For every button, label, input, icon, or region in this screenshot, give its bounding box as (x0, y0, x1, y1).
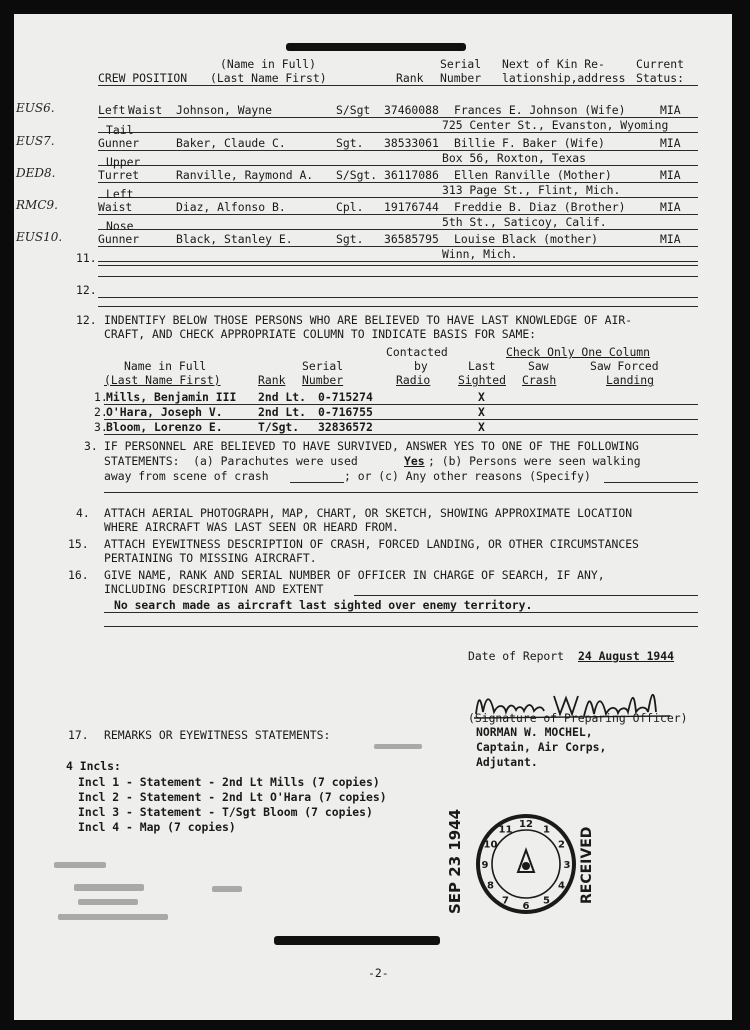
person-serial: 32836572 (318, 420, 373, 434)
date-of-report-label: Date of Report (468, 649, 565, 663)
dial-number: 4 (558, 880, 565, 892)
crew-rank: Cpl. (336, 200, 364, 214)
item16-line1: GIVE NAME, RANK AND SERIAL NUMBER OF OFFICER IN CHARGE OF SEARCH, IF ANY, (104, 568, 605, 582)
crew-position-top: Tail (106, 123, 134, 137)
item12-landing: Landing (606, 373, 655, 387)
blank-row-11-line2 (98, 276, 698, 277)
received-stamp-dial (474, 812, 578, 916)
crew-margin-note: EUS10. (16, 230, 63, 244)
item16-answer: No search made as aircraft last sighted over enemy territory. (114, 598, 533, 612)
item17-num: 17. (68, 728, 89, 742)
smudge-2 (74, 884, 144, 891)
enclosure-item: Incl 2 - Statement - 2nd Lt O'Hara (7 copies) (78, 790, 387, 804)
header-serial: Serial (440, 57, 482, 71)
blank-row-12-num: 12. (76, 283, 97, 297)
bottom-redaction (274, 936, 440, 945)
crew-next-of-kin: Freddie B. Diaz (Brother) (454, 200, 626, 214)
header-next-of-kin: Next of Kin Re- (502, 57, 605, 71)
crew-name: Black, Stanley E. (176, 232, 293, 246)
officer-title: Adjutant. (476, 755, 538, 769)
crew-position-top: Left (106, 187, 134, 201)
item16-num: 16. (68, 568, 89, 582)
item16-answer-line (104, 612, 698, 613)
crew-row-line (98, 150, 698, 151)
item12-by: by (414, 359, 428, 373)
item12-name-in-full: Name in Full (124, 359, 207, 373)
crew-position-top: Upper (106, 155, 141, 169)
header-status: Status: (636, 71, 685, 85)
crew-rank: S/Sgt. (336, 168, 378, 182)
crew-rank: Sgt. (336, 232, 364, 246)
person-rank: T/Sgt. (258, 420, 300, 434)
item13-line-extra (104, 492, 698, 493)
person-rank: 2nd Lt. (258, 390, 307, 404)
crew-name: Baker, Claude C. (176, 136, 286, 150)
crew-row-line (98, 214, 698, 215)
crew-address: 5th St., Saticoy, Calif. (442, 215, 607, 229)
item14-line2: WHERE AIRCRAFT WAS LAST SEEN OR HEARD FROM. (104, 520, 399, 534)
crew-serial: 37460088 (384, 103, 439, 117)
person-last-sighted-mark: X (478, 405, 485, 419)
crew-position-2: Waist (128, 103, 163, 117)
item12-last: Last (468, 359, 496, 373)
crew-address-line (98, 229, 698, 230)
crew-position: Waist (98, 200, 133, 214)
signature-caption: (Signature of Preparing Officer) (468, 711, 688, 725)
item12-num: 12. (76, 313, 97, 327)
person-last-sighted-mark: X (478, 390, 485, 404)
smudge-5 (58, 914, 168, 920)
crew-name: Ranville, Raymond A. (176, 168, 314, 182)
item15-line1: ATTACH EYEWITNESS DESCRIPTION OF CRASH, FORCED LANDING, OR OTHER CIRCUMSTANCES (104, 537, 639, 551)
stamp-received: RECEIVED (579, 826, 595, 904)
person-num: 3. (94, 420, 108, 434)
item12-last-name-first: (Last Name First) (104, 373, 221, 387)
smudge-1 (54, 862, 106, 868)
crew-address-line (98, 132, 698, 133)
header-current: Current (636, 57, 685, 71)
header-underline (98, 85, 698, 86)
crew-rank: Sgt. (336, 136, 364, 150)
person-num: 2. (94, 405, 108, 419)
dial-number: 6 (522, 901, 530, 912)
dial-number: 1 (543, 824, 550, 836)
item12-saw: Saw (528, 359, 549, 373)
smudge-3 (212, 886, 242, 892)
enclosure-item: Incl 4 - Map (7 copies) (78, 820, 236, 834)
person-rank: 2nd Lt. (258, 405, 307, 419)
header-number: Number (440, 71, 482, 85)
person-row-line (104, 434, 698, 435)
stamp-date: SEP 23 1944 (446, 808, 464, 914)
header-rank: Rank (396, 71, 424, 85)
item13-blank-crash (290, 482, 344, 483)
crew-status: MIA (660, 200, 681, 214)
crew-next-of-kin: Frances E. Johnson (Wife) (454, 103, 626, 117)
person-last-sighted-mark: X (478, 420, 485, 434)
person-serial: 0-715274 (318, 390, 373, 404)
page-number: -2- (368, 966, 389, 980)
item17-label: REMARKS OR EYEWITNESS STATEMENTS: (104, 728, 331, 742)
crew-serial: 38533061 (384, 136, 439, 150)
crew-status: MIA (660, 136, 681, 150)
crew-address: 313 Page St., Flint, Mich. (442, 183, 621, 197)
item15-line2: PERTAINING TO MISSING AIRCRAFT. (104, 551, 317, 565)
crew-address: 725 Center St., Evanston, Wyoming (442, 118, 669, 132)
date-of-report-value: 24 August 1944 (578, 649, 675, 663)
person-name: Mills, Benjamin III (106, 390, 237, 404)
item13-line3b: ; or (c) Any other reasons (Specify) (344, 469, 591, 483)
crew-next-of-kin: Billie F. Baker (Wife) (454, 136, 605, 150)
smudge-4 (78, 899, 138, 905)
dial-number: 3 (563, 860, 571, 871)
item13-line3a: away from scene of crash (104, 469, 269, 483)
header-relationship: lationship,address (502, 71, 626, 85)
item12-serial: Serial (302, 359, 344, 373)
crew-address-line (98, 261, 698, 262)
item12-rank: Rank (258, 373, 286, 387)
crew-position: Turret (98, 168, 140, 182)
officer-rank: Captain, Air Corps, (476, 740, 607, 754)
blank-row-11-num: 11. (76, 251, 97, 265)
item12-sighted: Sighted (458, 373, 507, 387)
item14-num: 4. (76, 506, 90, 520)
crew-margin-note: EUS7. (16, 134, 55, 148)
item14-line1: ATTACH AERIAL PHOTOGRAPH, MAP, CHART, OR SKETCH, SHOWING APPROXIMATE LOCATION (104, 506, 633, 520)
blank-row-11-line (98, 265, 698, 266)
crew-status: MIA (660, 168, 681, 182)
dial-number: 8 (487, 880, 494, 892)
crew-address-line (98, 197, 698, 198)
crew-status: MIA (660, 232, 681, 246)
item13-line2b: ; (b) Persons were seen walking (428, 454, 641, 468)
crew-position-top: Nose (106, 219, 134, 233)
item16-blank (354, 595, 698, 596)
item12-saw-forced: Saw Forced (590, 359, 659, 373)
dial-number: 7 (502, 895, 509, 907)
dial-number: 2 (558, 839, 565, 851)
crew-position: Left (98, 103, 126, 117)
item13-line2a: STATEMENTS: (a) Parachutes were used (104, 454, 358, 468)
person-name: Bloom, Lorenzo E. (106, 420, 223, 434)
crew-name: Diaz, Alfonso B. (176, 200, 286, 214)
crew-address: Winn, Mich. (442, 247, 518, 261)
crew-rank: S/Sgt (336, 103, 371, 117)
crew-margin-note: EUS6. (16, 101, 55, 115)
officer-name: NORMAN W. MOCHEL, (476, 725, 593, 739)
crew-serial: 19176744 (384, 200, 439, 214)
top-redaction (286, 43, 466, 51)
incls-header: 4 Incls: (66, 759, 121, 773)
crew-margin-note: DED8. (16, 166, 56, 180)
dial-number: 9 (481, 860, 489, 871)
header-last-name-first: (Last Name First) (210, 71, 327, 85)
item12-crash: Crash (522, 373, 557, 387)
person-serial: 0-716755 (318, 405, 373, 419)
crew-serial: 36585795 (384, 232, 439, 246)
item12-line1: INDENTIFY BELOW THOSE PERSONS WHO ARE BELIEVED TO HAVE LAST KNOWLEDGE OF AIR- (104, 313, 633, 327)
crew-status: MIA (660, 103, 681, 117)
header-name-in-full: (Name in Full) (220, 57, 317, 71)
blank-row-12-line (98, 297, 698, 298)
item13-num: 3. (84, 439, 98, 453)
item12-check-only: Check Only One Column (506, 345, 651, 359)
dial-number: 5 (543, 895, 550, 907)
item16-answer-line2 (104, 626, 698, 627)
item12-line2: CRAFT, AND CHECK APPROPRIATE COLUMN TO INDICATE BASIS FOR SAME: (104, 327, 537, 341)
crew-name: Johnson, Wayne (176, 103, 273, 117)
enclosure-item: Incl 3 - Statement - T/Sgt Bloom (7 copies) (78, 805, 373, 819)
item12-contacted: Contacted (386, 345, 448, 359)
item12-number: Number (302, 373, 344, 387)
item13-blank-specify (604, 482, 698, 483)
dial-number: 10 (483, 839, 498, 851)
item16-line2: INCLUDING DESCRIPTION AND EXTENT (104, 582, 324, 596)
document-page (14, 14, 732, 1020)
item13-yes: Yes (404, 454, 425, 468)
item15-num: 15. (68, 537, 89, 551)
dial-number: 11 (498, 824, 513, 836)
crew-serial: 36117086 (384, 168, 439, 182)
blank-row-12-line2 (98, 306, 698, 307)
crew-position: Gunner (98, 136, 140, 150)
person-num: 1. (94, 390, 108, 404)
crew-next-of-kin: Louise Black (mother) (454, 232, 599, 246)
crew-position: Gunner (98, 232, 140, 246)
dial-number: 12 (519, 819, 533, 830)
item13-line1: IF PERSONNEL ARE BELIEVED TO HAVE SURVIVED, ANSWER YES TO ONE OF THE FOLLOWING (104, 439, 639, 453)
header-crew-position: CREW POSITION (98, 71, 188, 85)
crew-row-line (98, 246, 698, 247)
crew-margin-note: RMC9. (16, 198, 58, 212)
item17-smudge (374, 744, 422, 749)
person-name: O'Hara, Joseph V. (106, 405, 223, 419)
enclosure-item: Incl 1 - Statement - 2nd Lt Mills (7 copies) (78, 775, 380, 789)
item12-radio: Radio (396, 373, 431, 387)
crew-next-of-kin: Ellen Ranville (Mother) (454, 168, 612, 182)
crew-address-line (98, 165, 698, 166)
crew-address: Box 56, Roxton, Texas (442, 151, 587, 165)
